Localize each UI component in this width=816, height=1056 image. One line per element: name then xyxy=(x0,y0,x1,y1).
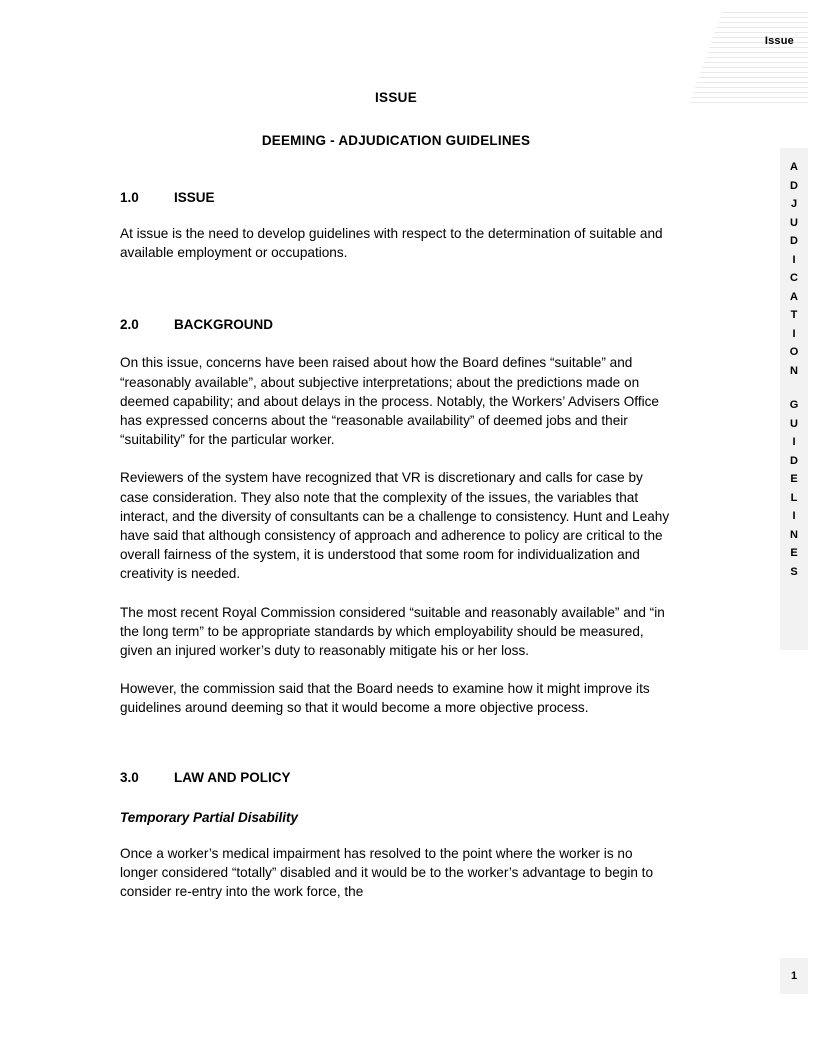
side-tab-line-2: G U I D E L I N E S xyxy=(789,399,799,578)
section-heading-3 xyxy=(120,770,672,785)
section-number-2: 2.0 xyxy=(120,317,139,333)
section-number-1: 1.0 xyxy=(120,190,139,205)
section-2-paragraph-2: Reviewers of the system have recognized that VR is discretionary and calls for case by case consideration. They also note that the complexity of the issues, the variables that interact, and the diversity of consultants can be a challenge to consistency. Hunt and Leahy have said that although consistency of approach and adherence to policy are critical to the overall fairness of the system, it is understood that some room for individualization and creativity is needed. xyxy=(120,470,670,582)
section-1-paragraph-1: At issue is the need to develop guidelines with respect to the determination of suitable and available employment or occupations. xyxy=(120,226,663,261)
section-heading-1 xyxy=(120,190,672,205)
section-title-1: ISSUE xyxy=(174,190,215,205)
corner-stripe-decoration xyxy=(688,8,808,103)
section-heading-2 xyxy=(120,317,672,332)
page-number-badge: 1 xyxy=(780,958,808,994)
section-2-paragraph-3: The most recent Royal Commission considered “suitable and reasonably available” and “in the long term” to be appropriate standards by which employability should be measured, given an injured worker’s duty to reasonably mitigate his or her loss. xyxy=(120,604,665,659)
side-tab-adjudication-guidelines xyxy=(780,148,808,650)
subsection-heading-temporary-partial-disability: Temporary Partial Disability xyxy=(120,809,299,825)
document-subtitle: DEEMING - ADJUDICATION GUIDELINES xyxy=(261,133,531,148)
page-header-label: Issue xyxy=(764,35,794,47)
section-title-2: BACKGROUND xyxy=(174,317,273,333)
side-tab-line-1: A D J U D I C A T I O N xyxy=(789,161,799,377)
section-3-paragraph-1: Once a worker’s medical impairment has resolved to the point where the worker is no longer considered “totally” disabled and it would be to the worker’s advantage to begin to consider re-entry into the work force, the xyxy=(120,845,654,900)
document-title: ISSUE xyxy=(374,90,417,105)
document-body xyxy=(120,90,672,901)
section-2-paragraph-1: On this issue, concerns have been raised about how the Board defines “suitable” and “reasonably available”, about subjective interpretations; about the predictions made on deemed capability; and about delays in the process. Notably, the Workers’ Advisers Office has expressed concerns about the “reasonable availability” of deemed jobs and their “suitability” for the particular worker. xyxy=(120,355,659,448)
section-title-3: LAW AND POLICY xyxy=(174,769,291,785)
section-number-3: 3.0 xyxy=(120,769,139,785)
section-2-paragraph-4: However, the commission said that the Board needs to examine how it might improve its guidelines around deeming so that it would become a more objective process. xyxy=(120,681,650,716)
